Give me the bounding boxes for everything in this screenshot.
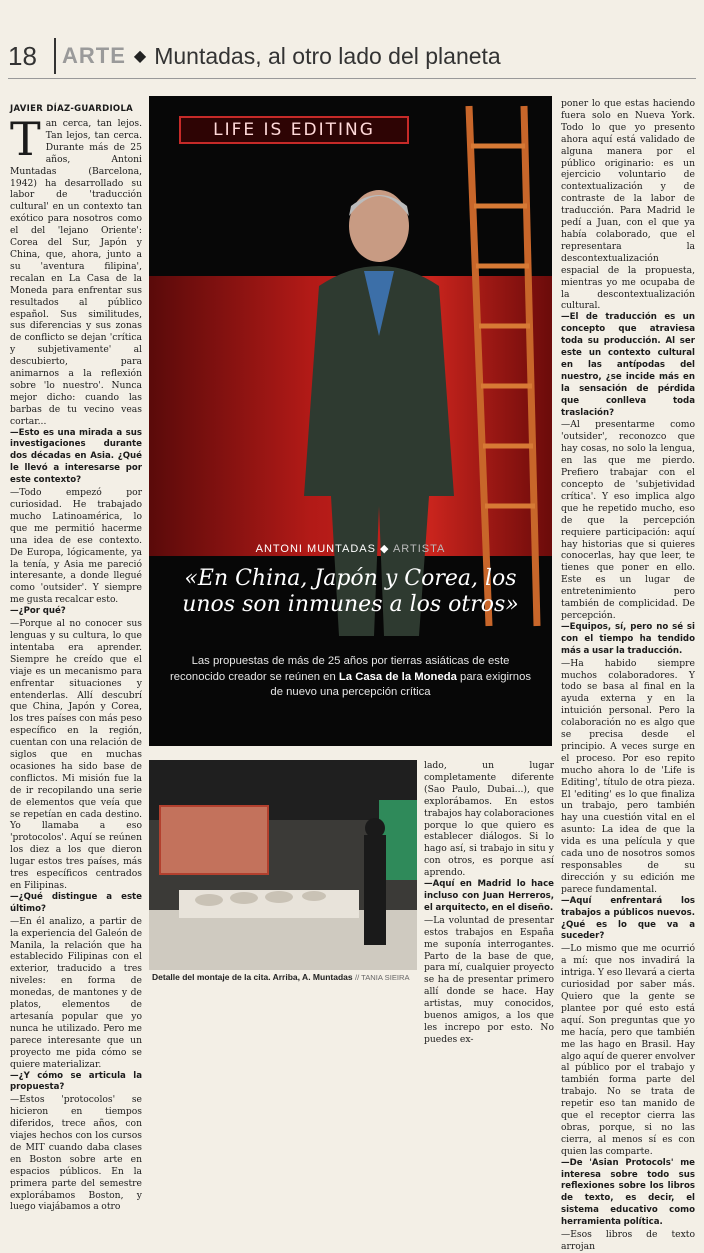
interview-question: —Aquí en Madrid lo hace incluso con Juan Herreros, el arquitecto, en el diseño.: [424, 879, 554, 913]
exhibition-illustration: [149, 760, 417, 970]
photo-caption: [152, 972, 452, 982]
article-paragraph: —Todo empezó por curiosidad. He trabajado mucho Latinoamérica, lo que me permitió hacerme una idea de ese contexto. De Europa, lógicamente, ya la tenía, y Asia me pareció interesante, a donde llegué como 'outsider'. Y siempre me gusta recalcar esto.: [10, 487, 142, 606]
pull-quote: «En China, Japón y Corea, los unos son inmunes a los otros»: [182, 566, 519, 617]
neon-sign: LIFE IS EDITING: [179, 116, 409, 144]
standfirst-text-end: para exigirnos de nuevo una percepción crítica: [270, 670, 532, 698]
page-title: Muntadas, al otro lado del planeta: [154, 42, 501, 69]
article-paragraph: —En él analizo, a partir de la experiencia del Galeón de Manila, la relación que ha establecido Filipinas con el exterior, traducido a tres niveles: en forma de monedas, de mantones y de platos, elementos de artesanía popular que yo nunca he utilizado. Pero me parece interesante que un proyecto me pida cómo se quiere materializar.: [10, 915, 142, 1070]
interview-question: —¿Por qué?: [10, 606, 66, 617]
standfirst-venue: La Casa de la Moneda: [338, 670, 457, 683]
subject-name: ANTONI MUNTADAS: [255, 543, 376, 555]
interview-question: —Esto es una mirada a sus investigaciones durante dos décadas en Asia. ¿Qué le llevó a interesarse por este contexto?: [10, 427, 142, 486]
article-paragraph: —Estos 'protocolos' se hicieron en tiempos diferidos, trece años, con viajes hechos con los cursos de MIT cuando daba clases en Boston sobre arte en espacios públicos. En la primera parte del semestre explorábamos Boston, y luego viajábamos a otro: [10, 1094, 142, 1213]
article-paragraph: —Esos libros de texto arrojan: [561, 1229, 695, 1252]
interview-question: —Equipos, sí, pero no sé si con el tiempo ha tendido más a usar la traducción.: [561, 621, 695, 656]
article-paragraph: —Porque al no conocer sus lenguas y su cultura, lo que intentaba era aprender. Siempre he creído que el viaje es un mecanismo para enfrentar situaciones y entenderlas. Allí descubrí que China, Japón y Corea, los tres países con más peso específico en la región, cuentan con una relación de siglos que en muchas ocasiones ha sido base de conflictos. Mi misión fue la de ir recopilando una serie de elementos que veía que se repetían en cada destino. Yo llamaba a eso 'protocolos'. Aquí se reúnen los diez a los que dieron lugar estos tres países, más tres específicos centrados en Filipinas.: [10, 618, 142, 891]
article-paragraph: lado, un lugar completamente diferente (Sao Paulo, Dubai...), que explorábamos. En estos trabajos hay colaboraciones porque lo que quiero es establecer diálogos. Si lo hago así, si trabajo in situ y con otros, es porque así aprendo.: [424, 760, 554, 879]
caption-text: Detalle del montaje de la cita. Arriba, A. Muntadas: [152, 972, 353, 982]
photo-credit: // TANIA SIEIRA: [354, 973, 410, 982]
diamond-icon: ◆: [133, 48, 147, 65]
main-photo: [149, 96, 552, 746]
article-paragraph: —Ha habido siempre muchos colaboradores. Y todo se basa al final en la ayuda externa y en la intuición personal. Pero la colaboración no es algo que se precisa desde el principio. A veces surge en el proceso. Por eso repito mucho ahora lo de 'Life is Editing', título de otra pieza. El 'editing' es lo que finaliza un trabajo, pero también hay una cuestión vital en el asunto: La idea de que la vida es una película y que cada uno de nosotros somos responsables de su dirección y su edición me parece fundamental.: [561, 657, 695, 895]
article-paragraph: an cerca, tan lejos. Tan lejos, tan cerca. Durante más de 25 años, Antoni Muntadas (Barcelona, 1942) ha desarrollado su labor de 'traducción cultural' en un contexto tan exótico para nosotros como el del 'lejano Oriente': Corea del Sur, Japón y China, que, ahora, junto a su 'aventura filipina', recalan en La Casa de la Moneda para enfrentar sus resultados al público español. Sus similitudes, sus diferencias y sus zonas de conflicto se dejan 'crítica y subjetivamente' al descubierto, para animarnos a la reflexión sobre 'lo nuestro'. Nunca mejor dicho: cuando las barbas de tu vecino veas cortar...: [10, 118, 142, 427]
subject-role: ARTISTA: [392, 543, 446, 555]
exhibition-photo: [149, 760, 417, 970]
section-label: ARTE: [62, 43, 126, 68]
article-paragraph: —La voluntad de presentar estos trabajos en España me suponía interrogantes. Parto de la base de que, para mí, cualquier proyecto se ha de presentar primero allí donde se hace. Hay artistas, muy conocidos, buenos amigos, a los que les increpo por esto. No puedes ex-: [424, 914, 554, 1045]
drop-cap: T: [10, 112, 41, 166]
byline: JAVIER DÍAZ-GUARDIOLA: [10, 104, 134, 114]
diamond-icon: ◆: [380, 543, 390, 555]
interview-question: —Aquí enfrentará los trabajos a públicos nuevos. ¿Qué es lo que va a suceder?: [561, 895, 695, 942]
interview-question: —¿Qué distingue a este último?: [10, 891, 142, 914]
standfirst: [163, 654, 538, 701]
interview-question: —¿Y cómo se articula la propuesta?: [10, 1070, 142, 1093]
standfirst-text: Las propuestas de más de 25 años por tierras asiáticas de este reconocido creador se reúnen en: [169, 655, 510, 683]
page-header: [8, 38, 696, 74]
article-paragraph: —Lo mismo que me ocurrió a mí: que nos invadirá la intriga. Y eso llevará a cierta curiosidad por saber más. Quiero que la gente se plantee por qué esto está aquí. Son preguntas que yo me hacía, pero que también me las hago en Brasil. Hay algo aquí de querer envolver al público por el trabajo y también forma parte del trabajo. No se trata de repetir eso tan manido de que el receptor cierra las obras, porque, si no las cierra, al menos sí es con quien las comparte.: [561, 943, 695, 1157]
interview-question: —De 'Asian Protocols' me interesa sobre todo sus reflexiones sobre los libros de texto, es decir, el sistema educativo como herramienta política.: [561, 1157, 695, 1228]
article-paragraph: poner lo que estas haciendo fuera solo en Nueva York. Todo lo que yo presento ahora aquí está validado de alguna manera por el público originario: es un ejercicio voluntario de contextualización y de contraste de la labor de traducción. Para Madrid le pedí a Juan, con el que ya había colaborado, que el representara la descontextualización espacial de la propuesta, mientras yo me ocupaba de la descontextualización cultural.: [561, 98, 695, 312]
right-column: [561, 98, 695, 1252]
article-paragraph: —Al presentarme como 'outsider', reconozco que hay cosas, no solo la lengua, en las que me pierdo. Prefiero trabajar con el concepto de 'subjetividad crítica'. Y eso implica algo que he repetido mucho, eso de que la percepción requiere participación: aquí hay historias que si quieres conocerlas, hay que leer, te tienes que poner en ello. Este es un lugar de entretenimiento pero también de complicidad. De percepción.: [561, 419, 695, 621]
header-rule: [8, 78, 696, 79]
page-number: 18: [8, 40, 37, 71]
middle-column: [424, 760, 554, 1045]
subject-credit: [149, 542, 552, 555]
interview-question: —El de traducción es un concepto que atraviesa toda su producción. Al ser este un contexto cultural en las antípodas del nuestro, ¿se incide más en la sensación de pérdida que conlleva toda traslación?: [561, 312, 695, 418]
header-divider: [54, 38, 56, 74]
left-column: [10, 112, 142, 1213]
